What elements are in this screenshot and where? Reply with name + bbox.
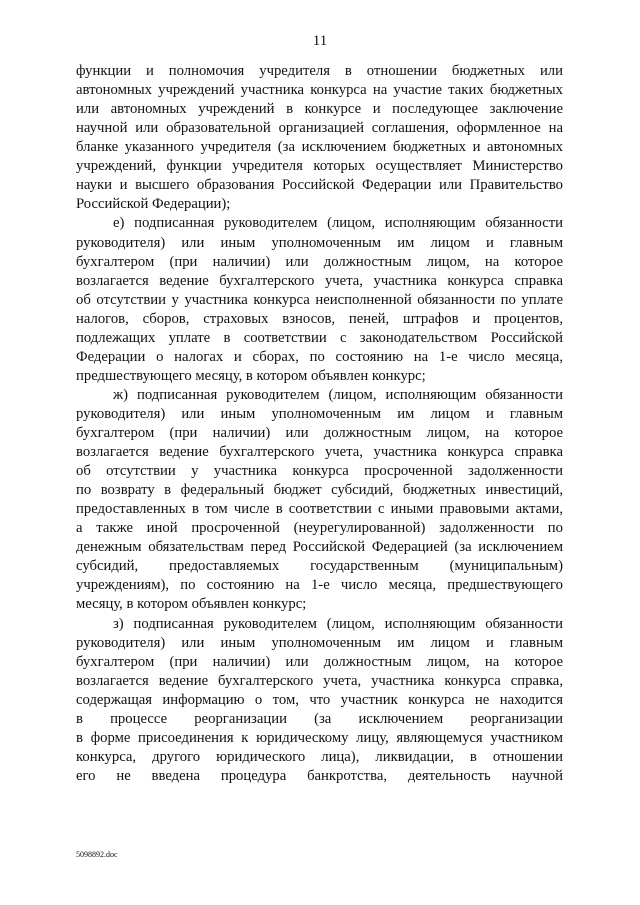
page-number: 11 [312,33,328,49]
text-line: автономных учреждений участника конкурса на участие таких бюджетных [76,82,563,98]
text-line: бухгалтером (при наличии) или должностным лицом, на которое [76,424,563,441]
text-line: об отсутствии у участника конкурса просроченной задолженности [76,463,563,480]
text-line: возлагается ведение бухгалтерского учета, участника конкурса справка [76,444,563,460]
text-line: ж) подписанная руководителем (лицом, исполняющим обязанности [113,386,563,403]
text-line: предоставленных в том числе в соответствии с иными правовыми актами, [76,501,563,518]
text-line: об отсутствии у участника конкурса неисполненной обязанности по уплате [76,291,563,308]
text-line: месяцу, в котором объявлен конкурс; [76,596,307,613]
text-line: в процессе реорганизации (за исключением реорганизации [76,710,563,727]
text-line: з) подписанная руководителем (лицом, исполняющим обязанности [113,615,563,632]
text-line: налогов, сборов, страховых взносов, пеней, штрафов и процентов, [76,310,563,327]
text-line: бланке указанного учредителя (за исключением бюджетных и автономных [76,139,563,156]
text-line: или автономных учреждений в конкурсе и последующее заключение [76,101,563,118]
text-line: функции и полномочия учредителя в отношении бюджетных или [76,63,563,79]
text-line: предшествующего месяцу, в котором объявлен конкурс; [76,367,426,384]
text-line: бухгалтером (при наличии) или должностным лицом, на которое [76,653,563,670]
text-line: возлагается ведение бухгалтерского учета, участника конкурса справка, [76,672,563,689]
text-line: субсидий, предоставляемых государственным (муниципальным) [76,558,563,575]
text-line: бухгалтером (при наличии) или должностным лицом, на которое [76,253,563,270]
text-line: в форме присоединения к юридическому лицу, являющемуся участником [76,729,563,746]
text-line: научной или образовательной организацией соглашения, оформленное на [76,120,563,137]
text-line: подлежащих уплате в соответствии с законодательством Российской [76,329,563,346]
text-line: учреждений, функции учредителя которых осуществляет Министерство [76,158,563,175]
text-line: конкурса, другого юридического лица), ликвидации, в отношении [76,748,563,765]
text-line: Федерации о налогах и сборах, по состоянию на 1-е число месяца, [76,348,563,365]
text-line: его не введена процедура банкротства, деятельность научной [76,767,563,784]
text-line: руководителя) или иным уполномоченным им лицом и главным [76,234,563,251]
text-line: науки и высшего образования Российской Федерации или Правительство [76,177,563,194]
text-line: руководителя) или иным уполномоченным им лицом и главным [76,634,563,651]
text-line: е) подписанная руководителем (лицом, исполняющим обязанности [113,215,563,232]
text-line: Российской Федерации); [76,196,231,213]
text-line: руководителя) или иным уполномоченным им лицом и главным [76,405,563,422]
text-line: учреждениям), по состоянию на 1-е число месяца, предшествующего [76,577,563,594]
footer-filename: 5098892.doc [76,850,118,859]
text-line: возлагается ведение бухгалтерского учета, участника конкурса справка [76,272,563,289]
text-line: денежным обязательствам перед Российской Федерацией (за исключением [76,539,563,556]
text-line: содержащая информацию о том, что участник конкурса не находится [76,691,563,708]
text-line: а также иной просроченной (неурегулированной) задолженности по [76,520,563,537]
text-line: по возврату в федеральный бюджет субсидий, бюджетных инвестиций, [76,482,563,499]
